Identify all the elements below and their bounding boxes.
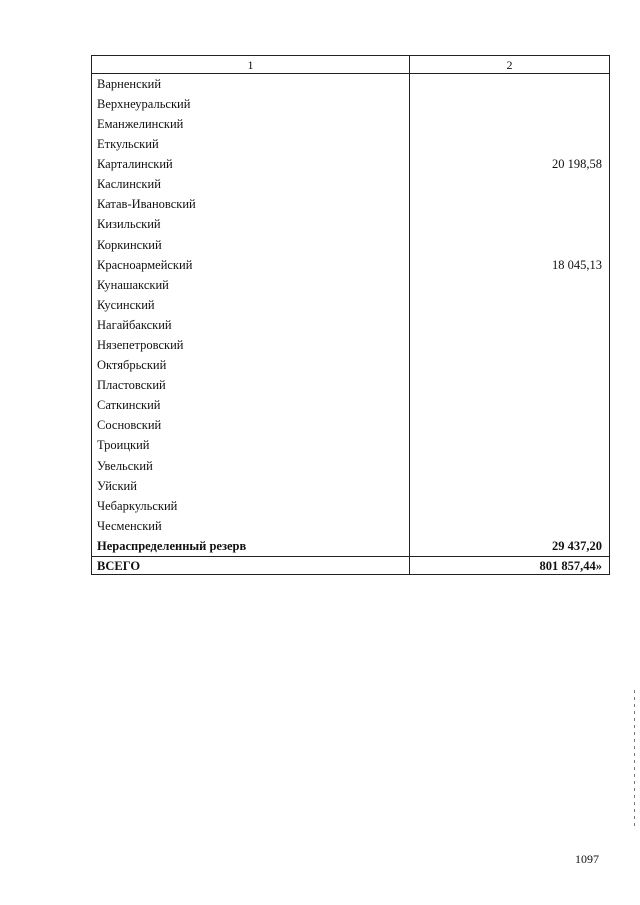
district-amount	[410, 174, 610, 194]
table-row	[92, 94, 610, 114]
district-amount	[410, 74, 610, 95]
district-name: Еманжелинский	[92, 114, 410, 134]
table-row	[92, 195, 610, 215]
district-name: Нязепетровский	[92, 335, 410, 355]
district-amount	[410, 335, 610, 355]
table-row	[92, 396, 610, 416]
total-amount: 801 857,44»	[410, 557, 610, 575]
district-amount	[410, 195, 610, 215]
district-name: Чесменский	[92, 516, 410, 536]
table-row	[92, 114, 610, 134]
table-row	[92, 355, 610, 375]
district-name: Кизильский	[92, 215, 410, 235]
table-row	[92, 174, 610, 194]
district-amount	[410, 436, 610, 456]
district-amount: 20 198,58	[410, 154, 610, 174]
district-name: Коркинский	[92, 235, 410, 255]
district-amount	[410, 235, 610, 255]
district-name: Верхнеуральский	[92, 94, 410, 114]
total-label: ВСЕГО	[92, 557, 410, 575]
table-row	[92, 335, 610, 355]
reserve-label: Нераспределенный резерв	[92, 536, 410, 557]
table-row	[92, 154, 610, 174]
district-amount	[410, 94, 610, 114]
column-header-2: 2	[410, 56, 610, 74]
district-amount	[410, 496, 610, 516]
district-name: Саткинский	[92, 396, 410, 416]
district-amount	[410, 416, 610, 436]
table-row	[92, 516, 610, 536]
district-amount	[410, 275, 610, 295]
district-name: Варненский	[92, 74, 410, 95]
district-amount	[410, 134, 610, 154]
total-row	[92, 557, 610, 575]
column-header-1: 1	[92, 56, 410, 74]
district-name: Карталинский	[92, 154, 410, 174]
district-amount	[410, 396, 610, 416]
table-row	[92, 255, 610, 275]
scan-edge-mark	[634, 690, 635, 830]
district-name: Каслинский	[92, 174, 410, 194]
table-row	[92, 476, 610, 496]
district-amount	[410, 315, 610, 335]
table-row	[92, 456, 610, 476]
district-name: Уйский	[92, 476, 410, 496]
district-name: Кусинский	[92, 295, 410, 315]
table-row	[92, 315, 610, 335]
district-amount	[410, 295, 610, 315]
table-row	[92, 275, 610, 295]
district-name: Октябрьский	[92, 355, 410, 375]
table-header-row	[92, 56, 610, 74]
table-body	[92, 74, 610, 575]
page-number: 1097	[575, 852, 599, 866]
table-row	[92, 375, 610, 395]
district-amount	[410, 114, 610, 134]
table-row	[92, 496, 610, 516]
district-name: Нагайбакский	[92, 315, 410, 335]
district-amount	[410, 215, 610, 235]
table-row	[92, 416, 610, 436]
district-amount	[410, 476, 610, 496]
table-row	[92, 436, 610, 456]
district-amount	[410, 375, 610, 395]
table-row	[92, 134, 610, 154]
reserve-amount: 29 437,20	[410, 536, 610, 557]
table-row	[92, 295, 610, 315]
district-name: Сосновский	[92, 416, 410, 436]
table-row	[92, 74, 610, 95]
allocation-table	[91, 55, 610, 575]
reserve-row	[92, 536, 610, 557]
district-amount	[410, 355, 610, 375]
district-name: Красноармейский	[92, 255, 410, 275]
district-amount: 18 045,13	[410, 255, 610, 275]
district-amount	[410, 516, 610, 536]
table-row	[92, 215, 610, 235]
district-name: Кунашакский	[92, 275, 410, 295]
district-name: Троицкий	[92, 436, 410, 456]
table-row	[92, 235, 610, 255]
district-name: Пластовский	[92, 375, 410, 395]
district-name: Увельский	[92, 456, 410, 476]
district-name: Еткульский	[92, 134, 410, 154]
district-amount	[410, 456, 610, 476]
district-name: Катав-Ивановский	[92, 195, 410, 215]
district-name: Чебаркульский	[92, 496, 410, 516]
